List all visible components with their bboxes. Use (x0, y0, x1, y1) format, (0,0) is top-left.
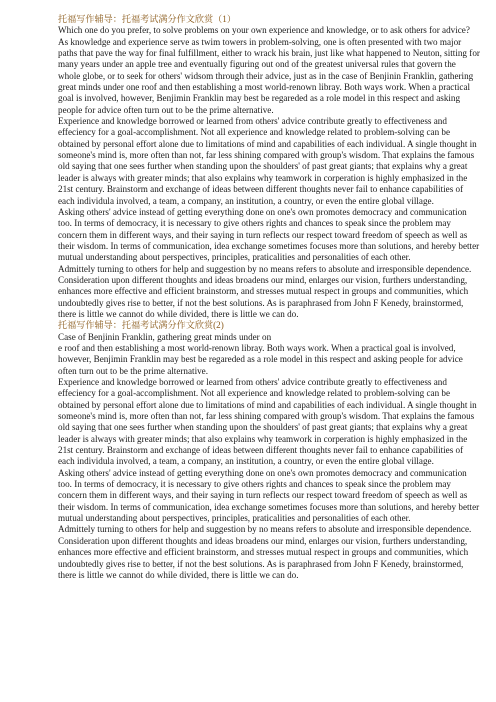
paragraph: Case of Benjinin Franklin, gathering great minds under on (58, 331, 272, 342)
paragraph: Asking others' advice instead of getting everything done on one's own promotes democracy and communication too. In terms of democracy, it is necessary to give others rights and chances to speak since the problem may concern them in different ways, and their saying in turn reflects our respect toward freedom of speech as well as their wisdom. In terms of communication, idea exchange sometimes focuses more than solutions, and hereby better mutual understanding about perspectives, principles, praticalities and personalities of each other. (58, 467, 480, 524)
paragraph: As knowledge and experience serve as twim towers in problem-solving, one is often presented with two major paths that pave the way for final fulfillment, either to wrack his brain, just like what happened to Neuton, sitting for many years under an apple tree and eventually figuring out ond of the greatest universal rules that govern the whole globe, or to seek for others' widsom through their advice, just as in the case of Benjinin Franklin, gathering great minds under one roof and then establishing a most world-renown libray. Both ways work. When a practical goal is involved, however, Benjimin Franklin may best be regareded as a role model in this respect and asking people for advice often turn out to be the prime alternative. (58, 36, 480, 115)
paragraph: e roof and then establishing a most world-renown libray. Both ways work. When a practical goal is involved, however, Benjimin Franklin may best be regareded as a role model in this respect and asking people for advice often turn out to be the prime alternative. (58, 342, 463, 376)
paragraph: Experience and knowledge borrowed or learned from others' advice contribute greatly to effectiveness and effeciency for a goal-accomplishment. Not all experience and knowledge related to problem-solving can be obtained by personal effort alone due to limitations of mind and capabilities of each individual. A single thought in someone's mind is, more often than not, far less shining compared with group's wisdom. That explains the famous old saying that one sees further when standing upon the shoulders' of past great giants; that explains why a great leader is always with greater minds; that also explains why teamwork in corperation is highly emphasized in the 21st century. Brainstorm and exchange of ideas between different thoughts never fail to enhance capabilities of each individula involved, a team, a company, an institution, a country, or even the entire global village. (58, 116, 477, 206)
section-2-title: 托福写作辅导：托福考试满分作文欣赏(2) (58, 320, 224, 331)
essay-section-1 (58, 14, 480, 320)
paragraph: Admittely turning to others for help and suggestion by no means refers to absolute and irresponsible dependence. Consideration upon different thoughts and ideas broadens our mind, enlarges our vision, furthers understanding, enhances more effective and efficient brainstorm, and stresses mutual respect in groups and communities, which undoubtedly gives rise to better, if not the best solutions. As is paraphrased from John F Kenedy, brainstormed, there is little we cannot do while divided, there is little we can do. (58, 263, 472, 319)
paragraph: Asking others' advice instead of getting everything done on one's own promotes democracy and communication too. In terms of democracy, it is necessary to give others rights and chances to speak since the problem may concern them in different ways, and their saying in turn reflects our respect toward freedom of speech as well as their wisdom. In terms of communication, idea exchange sometimes focuses more than solutions, and hereby better mutual understanding about perspectives, principles, praticalities and personalities of each other. (58, 206, 480, 263)
paragraph: Admittely turning to others for help and suggestion by no means refers to absolute and irresponsible dependence. Consideration upon different thoughts and ideas broadens our mind, enlarges our vision, furthers understanding, enhances more effective and efficient brainstorm, and stresses mutual respect in groups and communities, which undoubtedly gives rise to better, if not the best solutions. As is paraphrased from John F Kenedy, brainstormed, there is little we cannot do while divided, there is little we can do. (58, 524, 472, 580)
paragraph: Experience and knowledge borrowed or learned from others' advice contribute greatly to effectiveness and effeciency for a goal-accomplishment. Not all experience and knowledge related to problem-solving can be obtained by personal effort alone due to limitations of mind and capabilities of each individual. A single thought in someone's mind is, more often than not, far less shining compared with group's wisdom. That explains the famous old saying that one sees further when standing upon the shoulders' of past great giants; that explains why a great leader is always with greater minds; that also explains why teamwork in corperation is highly emphasized in the 21st century. Brainstorm and exchange of ideas between different thoughts never fail to enhance capabilities of each individula involved, a team, a company, an institution, a country, or even the entire global village. (58, 377, 477, 467)
section-1-title: 托福写作辅导：托福考试满分作文欣赏（1） (58, 14, 236, 24)
essay-section-2 (58, 320, 480, 581)
essay-question: Which one do you prefer, to solve problems on your own experience and knowledge, or to ask others for advice? (58, 25, 470, 36)
